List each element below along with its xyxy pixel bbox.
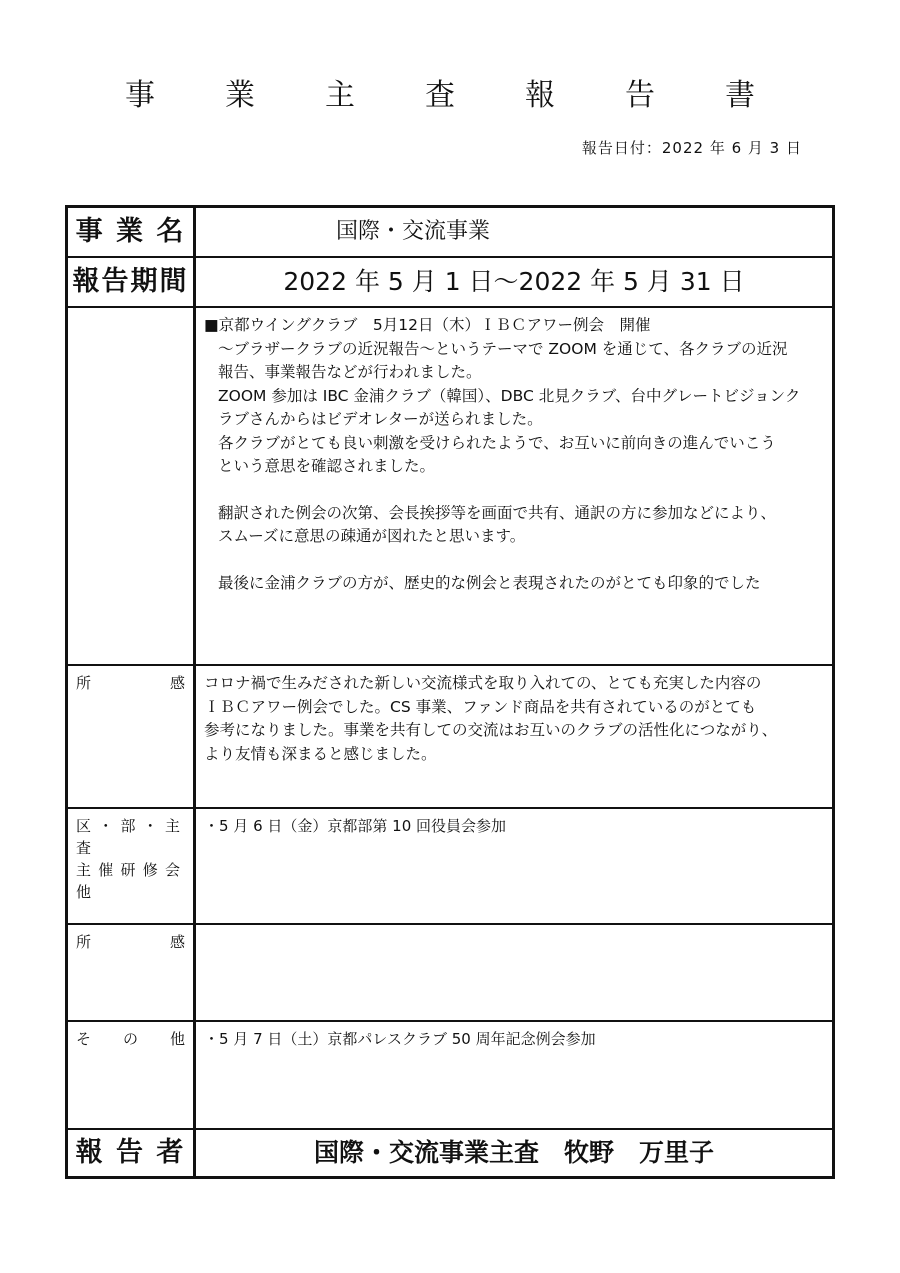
project-value: 国際・交流事業: [336, 219, 491, 245]
impression1-content: [196, 666, 832, 807]
reporter-label: 報 告 者: [68, 1130, 196, 1176]
district-row: [68, 809, 832, 925]
impression2-label-b: 感: [169, 933, 185, 951]
report-date: 報告日付：2022 年 6 月 3 日: [581, 139, 802, 157]
impression2-label-a: 所: [76, 933, 92, 951]
activity-line: 報告、事業報告などが行われました。: [218, 363, 482, 381]
activity-line: スムーズに意思の疎通が図れたと思います。: [218, 527, 526, 545]
activity-label: [68, 308, 196, 664]
reporter-value: 国際・交流事業主査 牧野 万里子: [313, 1138, 714, 1168]
other-row: [68, 1022, 832, 1130]
period-row: [68, 258, 832, 308]
activity-line: ～ブラザークラブの近況報告～というテーマで ZOOM を通じて、各クラブの近況: [218, 339, 788, 358]
other-label: [68, 1022, 196, 1128]
district-label-line2: 主催研修会他: [76, 861, 185, 901]
other-label-b: の: [122, 1030, 138, 1048]
activity-row: [68, 308, 832, 666]
project-label: 事 業 名: [68, 208, 196, 256]
district-value: ・5 月 6 日（金）京都部第 10 回役員会参加: [204, 817, 507, 835]
other-value: ・5 月 7 日（土）京都パレスクラブ 50 周年記念例会参加: [204, 1030, 596, 1048]
activity-body: [204, 338, 824, 596]
impression1-line: コロナ禍で生みだされた新しい交流様式を取り入れての、とても充実した内容の: [204, 674, 762, 692]
activity-line: ラブさんからはビデオレターが送られました。: [218, 410, 543, 428]
impression2-row: [68, 925, 832, 1022]
other-label-c: 他: [169, 1030, 185, 1048]
impression1-label: [68, 666, 196, 807]
period-value: 2022 年 5 月 1 日～2022 年 5 月 31 日: [283, 267, 745, 297]
activity-line: という意思を確認されました。: [218, 457, 436, 475]
impression2-label: [68, 925, 196, 1020]
impression1-row: [68, 666, 832, 809]
project-row: [68, 208, 832, 258]
activity-line: 最後に金浦クラブの方が、歴史的な例会と表現されたのがとても印象的でした: [218, 573, 761, 592]
impression1-line: ＩＢＣアワー例会でした。CS 事業、ファンド商品を共有されているのがとても: [204, 697, 757, 716]
activity-line: 翻訳された例会の次第、会長挨拶等を画面で共有、通訳の方に参加などにより、: [218, 503, 777, 522]
district-label-line1: 区・部・主査: [76, 817, 185, 857]
reporter-row: [68, 1130, 832, 1176]
district-label: [68, 809, 196, 923]
impression1-line: 参考になりました。事業を共有しての交流はお互いのクラブの活性化につながり、: [204, 721, 778, 739]
impression1-line: より友情も深まると感じました。: [204, 744, 437, 763]
activity-content: [196, 308, 832, 664]
impression1-label-b: 感: [169, 674, 185, 692]
activity-header: ■京都ウイングクラブ 5月12日（木）ＩＢＣアワー例会 開催: [204, 316, 651, 334]
activity-line: ZOOM 参加は IBC 金浦クラブ（韓国）、DBC 北見クラブ、台中グレートビジョンク: [218, 386, 801, 405]
period-label: 報告期間: [68, 258, 196, 306]
impression2-value: [196, 925, 832, 1020]
impression1-label-a: 所: [76, 674, 92, 692]
activity-line: 各クラブがとても良い刺激を受けられたようで、お互いに前向きの進んでいこう: [218, 433, 776, 452]
report-form: [65, 205, 835, 1179]
document-title: 事 業 主 査 報 告 書: [125, 78, 775, 113]
other-label-a: そ: [76, 1030, 92, 1048]
